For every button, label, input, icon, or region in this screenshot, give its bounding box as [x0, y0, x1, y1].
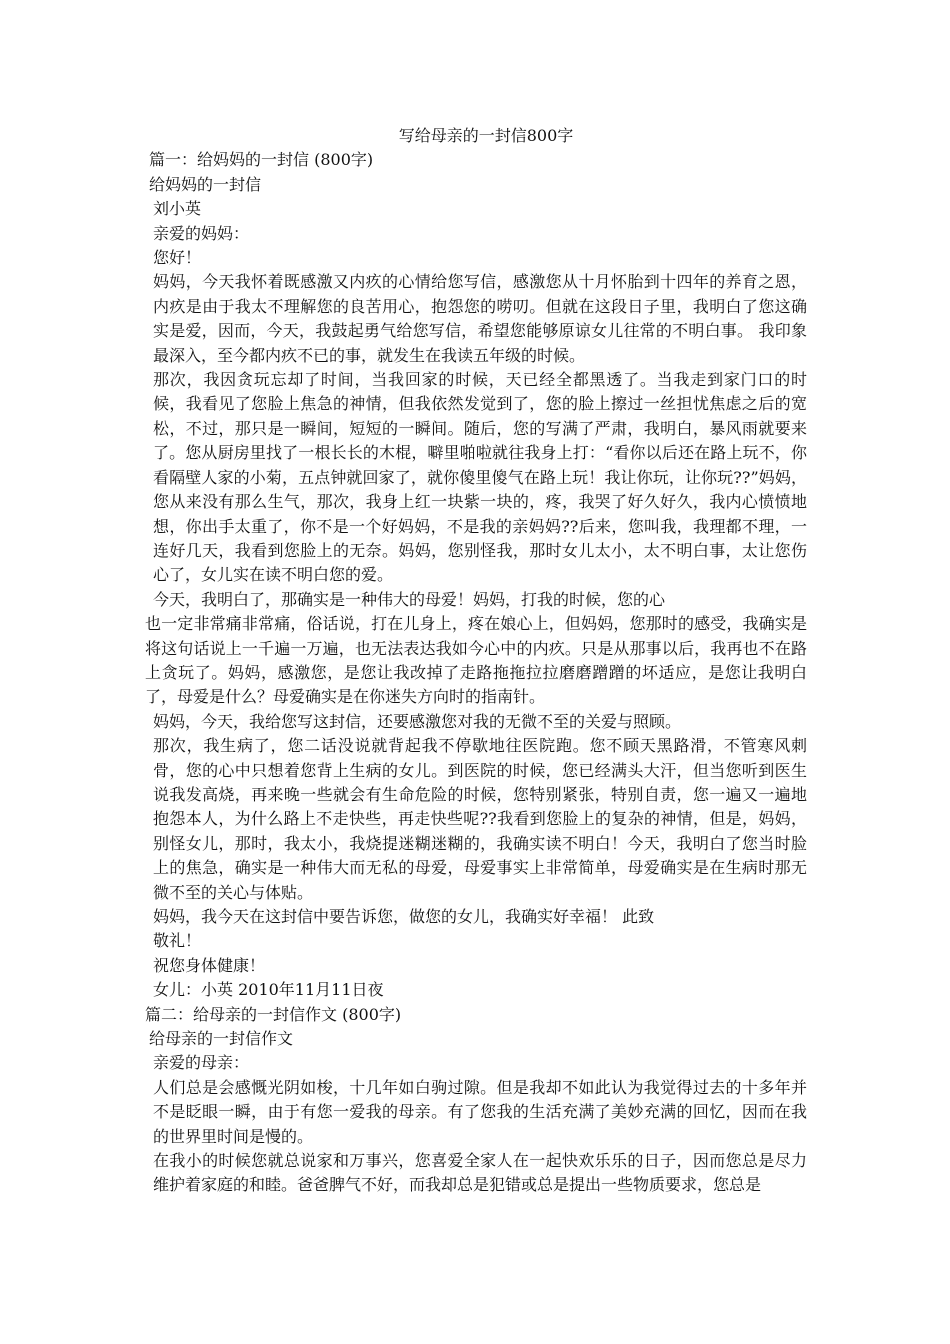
- paragraph: 那次，我生病了，您二话没说就背起我不停歇地往医院跑。您不顾天黑路滑，不管寒风刺骨，您的心中只想着您背上生病的女儿。到医院的时候，您已经满头大汗，但当您听到医生说我发高烧，再来晚一些就会有生命危险的时候，您特别紧张，特别自责，您一遍又一遍地抱怨本人，为什么路上不走快些，再走快些呢??我看到您脸上的复杂的神情，但是，妈妈，别怪女儿，那时，我太小，我烧提迷糊迷糊的，我确实读不明白！今天，我明白了您当时脸上的焦急，确实是一种伟大而无私的母爱，母爱事实上非常简单，母爱确实是在生病时那无微不至的关心与体贴。: [153, 736, 807, 902]
- paragraph: 亲爱的妈妈：: [153, 223, 250, 243]
- document-title: 写给母亲的一封信800字: [398, 126, 574, 145]
- paragraph: 那次，我因贪玩忘却了时间，当我回家的时候，天已经全都黑透了。当我走到家门口的时候，我看见了您脸上焦急的神情，但我依然发觉到了，您的脸上擦过一丝担忧焦虑之后的宽松，不过，那只是一瞬间，短短的一瞬间。随后，您的写满了严肃，我明白，暴风雨就要来了。您从厨房里找了一根长长的木棍，噼里啪啦就往我身上打：“看你以后还在路上玩不，你看隔壁人家的小菊，五点钟就回家了，就你傻里傻气在路上玩！我让你玩，让你玩??”妈妈，您从来没有那么生气，那次，我身上红一块紫一块的，疼，我哭了好久好久，我内心愤愤地想，你出手太重了，你不是一个好妈妈，不是我的亲妈妈??后来，您叫我，我理都不理，一连好几天，我看到您脸上的无奈。妈妈，您别怪我，那时女儿太小，太不明白事，太让您伤心了，女儿实在读不明白您的爱。: [153, 370, 807, 585]
- paragraph: 您好！: [153, 248, 202, 268]
- paragraph: 在我小的时候您就总说家和万事兴，您喜爱全家人在一起快欢乐乐的日子，因而您总是尽力维护着家庭的和睦。爸爸脾气不好，而我却总是犯错或总是提出一些物质要求，您总是: [153, 1151, 807, 1195]
- paragraph: 妈妈，今天我怀着既感激又内疚的心情给您写信，感激您从十月怀胎到十四年的养育之恩，内疚是由于我太不理解您的良苦用心，抱怨您的唠叨。但就在这段日子里，我明白了您这确实是爱，因而，今天，我鼓起勇气给您写信，希望您能够原谅女儿往常的不明白事。 我印象最深入，至今都内疚不已的事，就发生在我读五年级的时候。: [153, 272, 807, 365]
- paragraph: 女儿：小英 2010年11月11日夜: [153, 980, 384, 1000]
- document-page: [145, 124, 807, 1198]
- paragraph: 人们总是会感慨光阴如梭，十几年如白驹过隙。但是我却不如此认为我觉得过去的十多年并不是眨眼一瞬，由于有您一爱我的母亲。有了您我的生活充满了美妙充满的回忆，因而在我的世界里时间是慢的。: [153, 1077, 807, 1146]
- paragraph: 祝您身体健康！: [153, 955, 266, 975]
- paragraph: 篇二：给母亲的一封信作文 (800字): [145, 1004, 402, 1024]
- paragraph: 刘小英: [153, 199, 202, 219]
- paragraph: 妈妈，今天，我给您写这封信，还要感激您对我的无微不至的关爱与照顾。: [153, 711, 682, 731]
- paragraph: 亲爱的母亲：: [153, 1053, 250, 1073]
- paragraph: 妈妈，我今天在这封信中要告诉您，做您的女儿，我确实好幸福！ 此致: [153, 907, 655, 926]
- paragraph: 也一定非常痛非常痛，俗话说，打在儿身上，疼在娘心上，但妈妈，您那时的感受，我确实是将这句话说上一千遍一万遍，也无法表达我如今心中的内疚。只是从那事以后，我再也不在路上贪玩了。妈妈，感激您，是您让我改掉了走路拖拖拉拉磨磨蹭蹭的坏适应，是您让我明白了，母爱是什么？母爱确实是在你迷失方向时的指南针。: [145, 614, 807, 707]
- paragraph: 给母亲的一封信作文: [149, 1029, 294, 1049]
- paragraph: 敬礼！: [153, 931, 202, 951]
- paragraph: 篇一：给妈妈的一封信 (800字): [149, 150, 374, 170]
- paragraph: 给妈妈的一封信: [149, 174, 262, 194]
- document-body: [145, 148, 807, 1197]
- paragraph: 今天，我明白了，那确实是一种伟大的母爱！妈妈，打我的时候，您的心: [153, 589, 666, 609]
